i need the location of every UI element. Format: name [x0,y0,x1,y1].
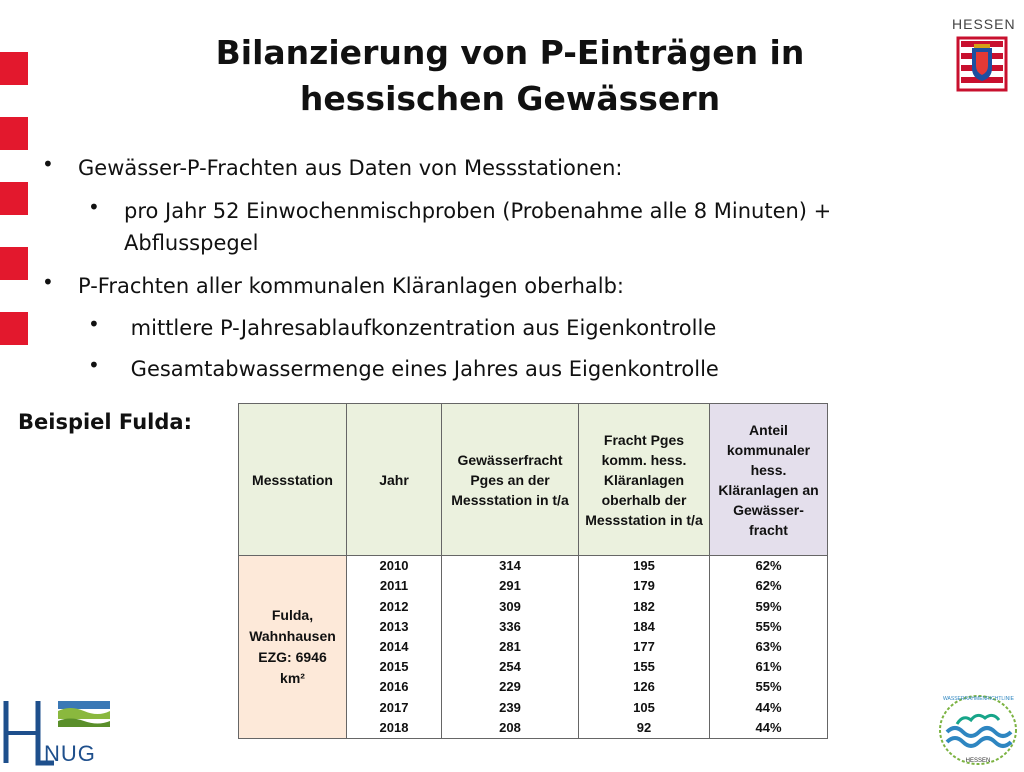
cell-year: 2015 [347,657,442,677]
cell-gewaesserfracht: 291 [442,576,579,596]
column-header-jahr: Jahr [347,404,442,556]
cell-fracht-klaeranlagen: 179 [579,576,710,596]
cell-gewaesserfracht: 208 [442,718,579,739]
cell-gewaesserfracht: 254 [442,657,579,677]
hessen-coat-of-arms-icon [952,34,1012,94]
cell-fracht-klaeranlagen: 155 [579,657,710,677]
cell-anteil: 44% [710,718,828,739]
slide-title-line1: Bilanzierung von P-Einträgen in [215,33,805,72]
cell-year: 2012 [347,596,442,616]
cell-gewaesserfracht: 309 [442,596,579,616]
column-header-messstation: Messstation [239,404,347,556]
cell-gewaesserfracht: 229 [442,677,579,697]
station-cell [239,556,347,739]
slide-title [170,30,850,122]
cell-year: 2018 [347,718,442,739]
station-name: Fulda, [271,607,314,623]
bullet-dot: • [42,270,54,294]
station-catchment: EZG: 6946 [258,649,327,665]
decor-red-square-1 [0,52,28,85]
sub-bullet-item: Gesamtabwassermenge eines Jahres aus Eigenkontrolle [124,357,719,381]
column-header-anteil: Anteil kommunaler hess. Kläranlagen an Gewässer-fracht [710,404,828,556]
cell-anteil: 61% [710,657,828,677]
cell-year: 2013 [347,617,442,637]
decor-red-square-4 [0,247,28,280]
cell-fracht-klaeranlagen: 92 [579,718,710,739]
decor-red-square-2 [0,117,28,150]
cell-year: 2011 [347,576,442,596]
cell-anteil: 59% [710,596,828,616]
sub-bullet-continuation: Abflusspegel [124,231,259,255]
cell-fracht-klaeranlagen: 195 [579,556,710,577]
cell-anteil: 44% [710,698,828,718]
hlnug-logo [2,697,122,767]
column-header-gewaesserfracht: Gewässerfracht Pges an der Messstation in t/a [442,404,579,556]
cell-gewaesserfracht: 314 [442,556,579,577]
station-location: Wahnhausen [249,628,336,644]
cell-anteil: 55% [710,677,828,697]
wrrl-logo-top-text: WASSERRAHMENRICHTLINIE [943,696,1014,702]
decor-red-square-5 [0,312,28,345]
cell-year: 2010 [347,556,442,577]
hlnug-logo-text: NUG [44,741,96,766]
cell-year: 2016 [347,677,442,697]
sub-bullet-item: mittlere P-Jahresablaufkonzentration aus Eigenkontrolle [124,316,717,340]
slide-title-line2: hessischen Gewässern [299,79,721,118]
bullet-item: P-Frachten aller kommunalen Kläranlagen oberhalb: [78,274,624,298]
wrrl-logo-bottom-text: HESSEN [965,758,991,764]
bullet-dot: • [88,312,100,336]
cell-year: 2014 [347,637,442,657]
cell-fracht-klaeranlagen: 177 [579,637,710,657]
cell-anteil: 62% [710,576,828,596]
bullet-dot: • [88,353,100,377]
data-table [238,403,828,739]
cell-gewaesserfracht: 336 [442,617,579,637]
cell-fracht-klaeranlagen: 105 [579,698,710,718]
cell-anteil: 63% [710,637,828,657]
cell-gewaesserfracht: 239 [442,698,579,718]
cell-fracht-klaeranlagen: 126 [579,677,710,697]
table-row [239,556,828,577]
bullet-dot: • [42,152,54,176]
sub-bullet-item: pro Jahr 52 Einwochenmischproben (Probenahme alle 8 Minuten) + [124,199,832,223]
wrrl-logo [933,690,1023,768]
cell-year: 2017 [347,698,442,718]
decor-red-square-3 [0,182,28,215]
station-catchment-unit: km² [280,670,305,686]
hessen-logo [952,16,1016,94]
cell-fracht-klaeranlagen: 184 [579,617,710,637]
cell-fracht-klaeranlagen: 182 [579,596,710,616]
example-label: Beispiel Fulda: [18,410,192,434]
column-header-fracht-klaeranlagen: Fracht Pges komm. hess. Kläranlagen oberhalb der Messstation in t/a [579,404,710,556]
hessen-logo-text: HESSEN [952,16,1016,32]
cell-anteil: 55% [710,617,828,637]
table-body [239,556,828,739]
bullet-dot: • [88,195,100,219]
bullet-item: Gewässer-P-Frachten aus Daten von Messstationen: [78,156,623,180]
cell-anteil: 62% [710,556,828,577]
cell-gewaesserfracht: 281 [442,637,579,657]
